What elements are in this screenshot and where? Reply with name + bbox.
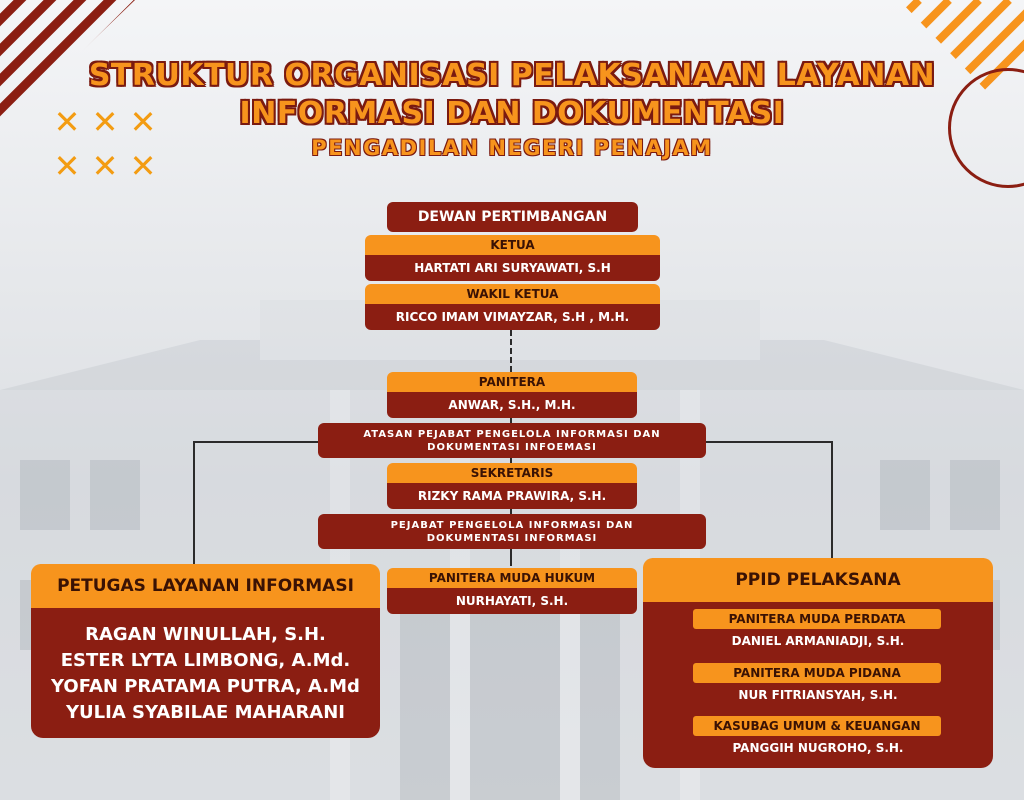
- panitera-name: ANWAR, S.H., M.H.: [387, 392, 637, 418]
- pelaksana-role-1: PANITERA MUDA PERDATA: [693, 609, 941, 629]
- pelaksana-role-2: PANITERA MUDA PIDANA: [693, 663, 941, 683]
- page-subtitle: PENGADILAN NEGERI PENAJAM: [311, 136, 713, 160]
- ppid-box: [318, 514, 706, 549]
- panmud-hukum-role: PANITERA MUDA HUKUM: [387, 568, 637, 588]
- dewan-pertimbangan-box: [387, 202, 638, 232]
- page-title-line-1: STRUKTUR ORGANISASI PELAKSANAAN LAYANAN: [88, 58, 936, 93]
- x-mark-icon: ✕: [129, 103, 157, 141]
- dewan-label: DEWAN PERTIMBANGAN: [417, 209, 608, 225]
- atasan-ppid-box: [318, 423, 706, 458]
- connector-left-drop: [193, 441, 195, 565]
- wakil-ketua-role: WAKIL KETUA: [365, 284, 660, 304]
- connector-dashed: [510, 330, 512, 372]
- x-mark-icon: ✕: [91, 103, 119, 141]
- page-title-line-2: INFORMASI DAN DOKUMENTASI: [239, 96, 785, 131]
- atasan-line-1: ATASAN PEJABAT PENGELOLA INFORMASI DAN: [363, 428, 661, 440]
- pelaksana-name-1: DANIEL ARMANIADJI, S.H.: [731, 634, 905, 648]
- wakil-ketua-name: RICCO IMAM VIMAYZAR, S.H , M.H.: [365, 304, 660, 330]
- connector-right-drop: [831, 441, 833, 559]
- panmud-hukum-name: NURHAYATI, S.H.: [387, 588, 637, 614]
- petugas-layanan-panel: [31, 564, 380, 738]
- atasan-line-2: DOKUMENTASI INFOEMASI: [427, 441, 597, 453]
- sekretaris-role: SEKRETARIS: [387, 463, 637, 483]
- petugas-name-1: RAGAN WINULLAH, S.H.: [85, 624, 326, 645]
- pelaksana-name-2: NUR FITRIANSYAH, S.H.: [738, 688, 898, 702]
- ketua-name: HARTATI ARI SURYAWATI, S.H: [365, 255, 660, 281]
- pelaksana-role-3: KASUBAG UMUM & KEUANGAN: [693, 716, 941, 736]
- ketua-role: KETUA: [365, 235, 660, 255]
- x-mark-icon: ✕: [129, 147, 157, 185]
- x-mark-icon: ✕: [91, 147, 119, 185]
- ppid-line-1: PEJABAT PENGELOLA INFORMASI DAN: [390, 519, 634, 531]
- petugas-title: PETUGAS LAYANAN INFORMASI: [31, 564, 380, 608]
- ppid-pelaksana-panel: [643, 558, 993, 768]
- petugas-name-3: YOFAN PRATAMA PUTRA, A.Md: [51, 676, 360, 697]
- sekretaris-name: RIZKY RAMA PRAWIRA, S.H.: [387, 483, 637, 509]
- petugas-names: [31, 622, 380, 726]
- pelaksana-title: PPID PELAKSANA: [643, 558, 993, 602]
- petugas-name-4: YULIA SYABILAE MAHARANI: [66, 702, 345, 723]
- x-mark-icon: ✕: [53, 147, 81, 185]
- petugas-name-2: ESTER LYTA LIMBONG, A.Md.: [60, 650, 351, 671]
- panitera-role: PANITERA: [387, 372, 637, 392]
- x-mark-icon: ✕: [53, 103, 81, 141]
- ppid-line-2: DOKUMENTASI INFORMASI: [426, 532, 598, 544]
- pelaksana-name-3: PANGGIH NUGROHO, S.H.: [732, 741, 904, 755]
